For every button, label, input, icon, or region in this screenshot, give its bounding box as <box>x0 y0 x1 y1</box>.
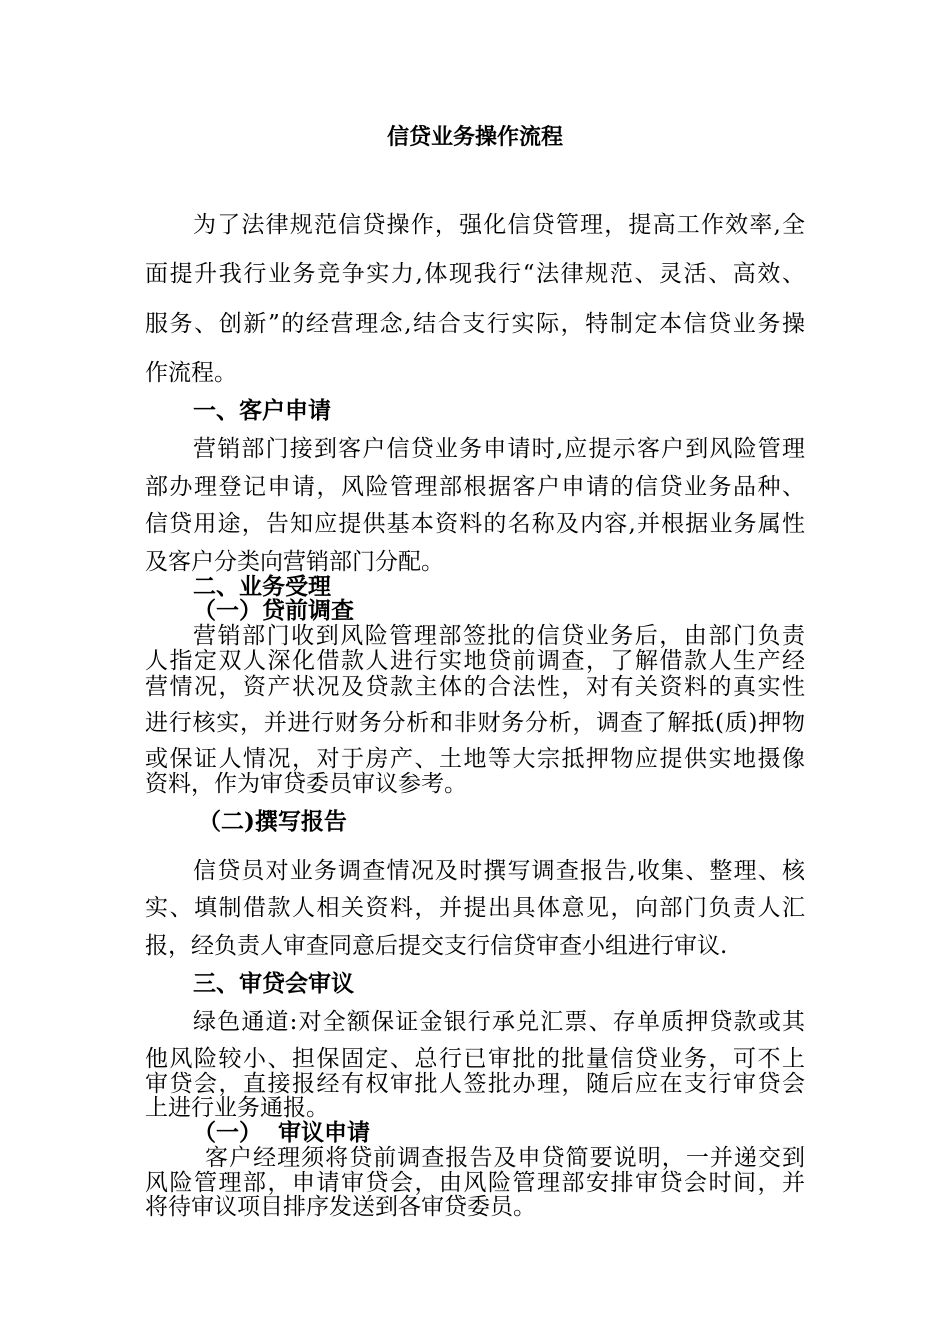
paragraph-line: 人指定双人深化借款人进行实地贷前调查，了解借款人生产经 <box>145 648 805 674</box>
section-heading: 三、审贷会审议 <box>193 970 354 997</box>
paragraph-line: 及客户分类向营销部门分配。 <box>145 549 444 575</box>
paragraph-line: 为了法律规范信贷操作，强化信贷管理，提高工作效率,全 <box>193 212 805 238</box>
paragraph-line: 绿色通道:对全额保证金银行承兑汇票、存单质押贷款或其 <box>193 1009 805 1035</box>
paragraph-line: 面提升我行业务竞争实力,体现我行“法律规范、灵活、高效、 <box>145 261 805 287</box>
paragraph-line: 资料，作为审贷委员审议参考。 <box>145 771 467 797</box>
subsection-heading: （一）贷前调查 <box>193 597 354 624</box>
paragraph-line: 客户经理须将贷前调查报告及申贷简要说明，一并递交到 <box>205 1145 805 1171</box>
paragraph-line: 他风险较小、担保固定、总行已审批的批量信贷业务，可不上 <box>145 1046 805 1072</box>
paragraph-line: 信贷用途，告知应提供基本资料的名称及内容,并根据业务属性 <box>145 511 805 537</box>
paragraph-line: 作流程。 <box>145 360 237 386</box>
paragraph-line: 审贷会，直接报经有权审批人签批办理，随后应在支行审贷会 <box>145 1071 805 1097</box>
paragraph-line: 将待审议项目排序发送到各审贷委员。 <box>145 1194 536 1220</box>
subsection-heading: （一） 审议申请 <box>193 1119 371 1146</box>
subsection-heading: （二)撰写报告 <box>198 808 347 835</box>
paragraph-line: 风险管理部，申请审贷会，由风险管理部安排审贷会时间，并 <box>145 1170 805 1196</box>
paragraph-line: 服务、创新”的经营理念,结合支行实际，特制定本信贷业务操 <box>145 311 805 337</box>
paragraph-line: 部办理登记申请，风险管理部根据客户申请的信贷业务品种、 <box>145 474 805 500</box>
paragraph-line: 报，经负责人审查同意后提交支行信贷审查小组进行审议. <box>145 933 728 959</box>
section-heading: 二、业务受理 <box>193 573 331 600</box>
paragraph-line: 实、填制借款人相关资料，并提出具体意见，向部门负责人汇 <box>145 895 805 921</box>
paragraph-line: 上进行业务通报。 <box>145 1095 329 1121</box>
paragraph-line: 营销部门收到风险管理部签批的信贷业务后，由部门负责 <box>193 623 805 649</box>
paragraph-line: 营销部门接到客户信贷业务申请时,应提示客户到风险管理 <box>193 436 805 462</box>
paragraph-line: 或保证人情况，对于房产、土地等大宗抵押物应提供实地摄像 <box>145 746 805 772</box>
paragraph-line: 信贷员对业务调查情况及时撰写调查报告,收集、整理、核 <box>193 858 805 884</box>
paragraph-line: 进行核实，并进行财务分析和非财务分析，调查了解抵(质)押物 <box>145 710 805 736</box>
paragraph-line: 营情况，资产状况及贷款主体的合法性，对有关资料的真实性 <box>145 674 805 700</box>
document-title: 信贷业务操作流程 <box>386 124 563 150</box>
section-heading: 一、客户申请 <box>193 397 331 424</box>
